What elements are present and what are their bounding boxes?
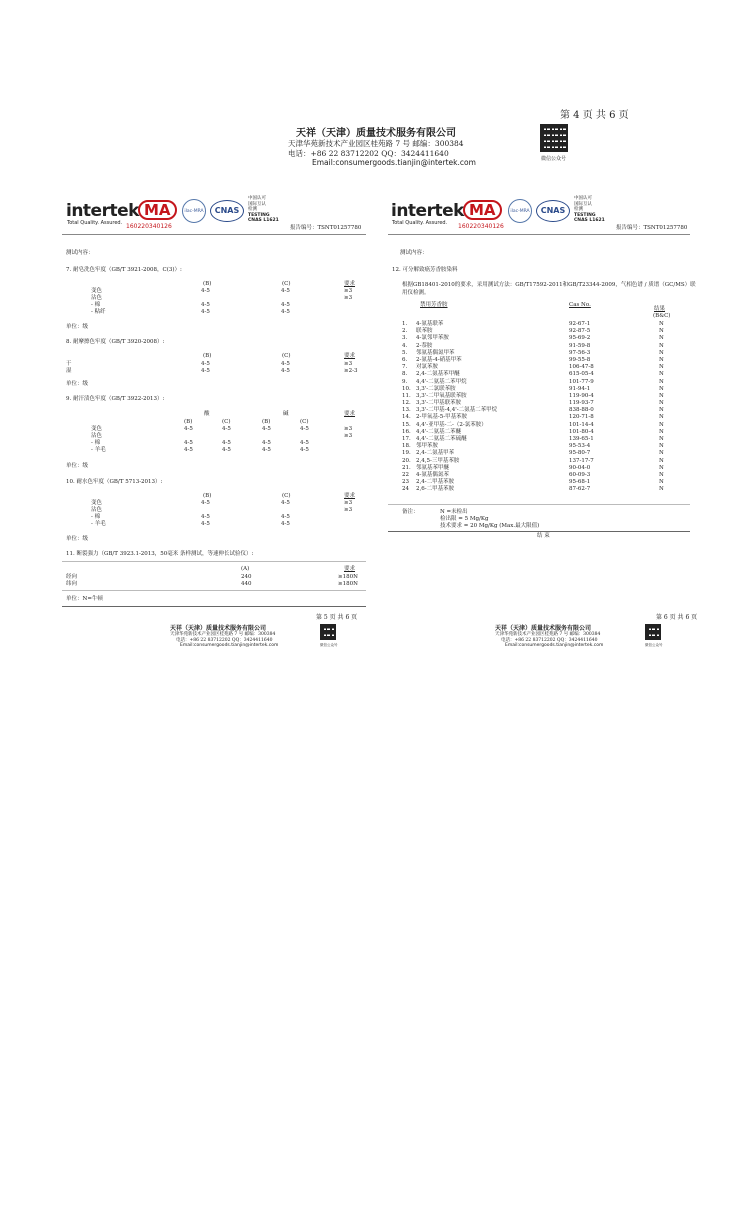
amine-cas: 120-71-8 <box>569 414 594 421</box>
qr-caption: 微信公众号 <box>541 156 567 162</box>
wechat-qr-code <box>320 624 336 640</box>
table-row: - 羊毛 4-5 4-5 4-5 4-5 <box>91 447 309 453</box>
col-result-sub: (B&C) <box>653 313 671 319</box>
table-row <box>402 379 682 386</box>
section-9-table <box>91 426 361 454</box>
amine-no: 11. <box>402 392 411 399</box>
company-address: 天津华苑新技术产业园区桂苑路 7 号 邮编：300384 <box>170 632 276 637</box>
amine-name: 2,4-二氨基甲苯 <box>416 450 455 457</box>
amine-cas: 95-53-4 <box>569 443 591 450</box>
company-email: Email:consumergoods.tianjin@intertek.com <box>505 643 604 648</box>
amine-cas: 119-93-7 <box>569 400 594 407</box>
amine-cas: 97-56-3 <box>569 349 591 356</box>
amine-cas: 137-17-7 <box>569 457 594 464</box>
section-11-unit: 单位：N=牛顿 <box>66 596 103 602</box>
amine-r: N <box>659 428 664 435</box>
amine-name: 邻氨基偶氮甲苯 <box>416 349 455 356</box>
table-row <box>402 465 682 472</box>
amine-name: 4,4'-二氨基二苯甲烷 <box>416 378 467 385</box>
req-header: 要求 <box>344 411 356 417</box>
amine-no: 17. <box>402 436 411 442</box>
col-b-header: (B) <box>203 493 212 499</box>
table-row <box>402 393 682 400</box>
company-email: Email:consumergoods.tianjin@intertek.com <box>180 643 279 648</box>
qr-caption: 微信公众号 <box>645 643 663 647</box>
col-cas-header: Cas No. <box>569 302 591 308</box>
report-number: 报告编号：TSNT01257780 <box>290 225 362 231</box>
table-row: 变色 4-5 4-5 4-5 4-5 ≥3 <box>91 426 353 432</box>
col-b-header: (B) <box>203 281 212 287</box>
test-content-label: 测试内容： <box>400 250 428 256</box>
table-row: - 棉 4-5 4-5 <box>91 302 290 308</box>
table-row: 沾色 ≥3 <box>91 295 353 301</box>
ma-logo: MA <box>463 200 502 220</box>
wechat-qr-code <box>645 624 661 640</box>
ilac-logo: ilac-MRA <box>508 199 532 223</box>
amine-cas: 91-94-1 <box>569 385 591 392</box>
section-12-intro-2: 用仪检测。 <box>402 290 430 296</box>
qr-caption: 微信公众号 <box>320 643 338 647</box>
amine-cas: 95-69-2 <box>569 335 591 342</box>
section-10-unit: 单位：级 <box>66 536 89 542</box>
amine-r: N <box>659 321 664 327</box>
amine-name: 2,6-二甲基苯胺 <box>416 486 455 493</box>
table-row: 纬向 440 ≥180N <box>66 581 358 587</box>
amine-r: N <box>659 443 664 450</box>
amine-r: N <box>659 436 664 442</box>
alkali-header: 碱 <box>283 411 289 417</box>
amine-no: 22 <box>402 471 409 478</box>
amine-no: 6. <box>402 356 408 363</box>
table-row <box>402 422 682 429</box>
amine-no: 1. <box>402 321 408 327</box>
col-c-header: (C) <box>282 493 291 499</box>
col-c-header: (C) <box>282 353 291 359</box>
cnas-logo: CNAS <box>536 200 570 222</box>
amine-r: N <box>659 486 664 493</box>
company-name: 天祥（天津）质量技术服务有限公司 <box>296 128 456 139</box>
amine-name: 邻氨基苯甲醚 <box>416 464 450 471</box>
table-row: 干 4-5 4-5 ≥3 <box>66 361 353 367</box>
intertek-logo: intertek <box>66 201 139 221</box>
amine-r: N <box>659 414 664 421</box>
amine-name: 4,4'-亚甲基-二-（2-氯苯胺） <box>416 421 487 428</box>
amine-r: N <box>659 421 664 428</box>
table-row <box>402 429 682 436</box>
amine-no: 8. <box>402 371 408 378</box>
section-7-table <box>91 288 361 316</box>
amine-name: 4-氨基联苯 <box>416 321 444 327</box>
amine-no: 7. <box>402 364 408 371</box>
amine-cas: 87-62-7 <box>569 486 591 493</box>
intertek-tagline: Total Quality. Assured. <box>67 220 123 226</box>
table-row <box>402 450 682 457</box>
amine-name: 2,4,5-三甲基苯胺 <box>416 457 460 464</box>
company-phone: 电话：+86 22 83712202 QQ：3424411640 <box>176 638 273 643</box>
table-row <box>402 371 682 378</box>
test-content-label: 测试内容： <box>66 250 94 256</box>
req-header: 要求 <box>344 566 356 572</box>
amine-table <box>402 321 682 494</box>
table-row <box>402 335 682 342</box>
amine-name: 对氯苯胺 <box>416 364 439 371</box>
amine-r: N <box>659 356 664 363</box>
table-row: - 羊毛 4-5 4-5 <box>91 521 290 527</box>
amine-no: 13. <box>402 407 411 414</box>
ilac-logo: ilac-MRA <box>182 199 206 223</box>
amine-no: 16. <box>402 428 411 435</box>
company-address: 天津华苑新技术产业园区桂苑路 7 号 邮编：300384 <box>495 632 601 637</box>
cnas-text: 中国认可 国际互认 检测 TESTING CNAS L1621 <box>248 196 279 223</box>
amine-r: N <box>659 407 664 414</box>
amine-name: 3,3'-二甲基-4,4'-二氨基二苯甲烷 <box>416 407 498 414</box>
company-address: 天津华苑新技术产业园区桂苑路 7 号 邮编：300384 <box>288 139 464 148</box>
section-7-unit: 单位：级 <box>66 324 89 330</box>
amine-name: 4,4'-二氨基二苯硫醚 <box>416 436 467 442</box>
amine-name: 4-氯邻甲苯胺 <box>416 335 449 342</box>
note-label: 备注： <box>402 509 419 515</box>
amine-cas: 615-05-4 <box>569 371 594 378</box>
alkali-b-header: (B) <box>262 419 271 425</box>
page-number: 第 5 页 共 6 页 <box>316 614 358 621</box>
req-header: 要求 <box>344 281 356 287</box>
acid-c-header: (C) <box>222 419 231 425</box>
acid-b-header: (B) <box>184 419 193 425</box>
amine-name: 邻甲苯胺 <box>416 443 439 450</box>
ma-logo: MA <box>138 200 177 220</box>
amine-name: 4,4'-二氨基二苯醚 <box>416 428 462 435</box>
company-name: 天祥（天津）质量技术服务有限公司 <box>495 625 592 632</box>
req-header: 要求 <box>344 493 356 499</box>
col-result-header: 结果 <box>654 306 666 312</box>
amine-name: 2-氨基-4-硝基甲苯 <box>416 356 462 363</box>
amine-cas: 60-09-3 <box>569 471 591 478</box>
cnas-logo: CNAS <box>210 200 244 222</box>
table-row: 湿 4-5 4-5 ≥2-3 <box>66 368 358 374</box>
amine-cas: 119-90-4 <box>569 392 594 399</box>
table-row <box>402 357 682 364</box>
amine-cas: 90-04-0 <box>569 464 591 471</box>
table-row: - 棉 4-5 4-5 <box>91 514 290 520</box>
note-3: 技术要求 = 20 Mg/Kg (Max.最大限值) <box>440 523 540 529</box>
col-b-header: (B) <box>203 353 212 359</box>
amine-r: N <box>659 385 664 392</box>
amine-cas: 101-80-4 <box>569 428 594 435</box>
amine-no: 19. <box>402 450 411 457</box>
table-row: 沾色 ≥3 <box>91 507 353 513</box>
amine-r: N <box>659 392 664 399</box>
page-number: 第 4 页 共 6 页 <box>560 110 629 121</box>
amine-no: 15. <box>402 421 411 428</box>
amine-r: N <box>659 342 664 349</box>
section-12-intro-1: 根据GB18401-2010的要求，采用测试方法：GB/T17592-2011和GB/T23344-2009，气相色谱 / 质谱（GC/MS）联 <box>402 282 696 288</box>
amine-no: 4. <box>402 342 408 349</box>
section-10-title: 10. 耐水色牢度（GB/T 5713-2013）: <box>66 479 163 485</box>
section-11-title: 11. 断裂强力（GB/T 3923.1-2013，50毫米 条样测试，等速伸长试验仪）: <box>66 551 254 557</box>
amine-no: 14. <box>402 414 411 421</box>
amine-name: 2,4-二氨基苯甲醚 <box>416 371 460 378</box>
company-email: Email:consumergoods.tianjin@intertek.com <box>312 158 476 167</box>
amine-no: 12. <box>402 400 411 407</box>
section-12-title: 12. 可分解致癌芳香胺染料 <box>392 267 458 273</box>
page-number: 第 6 页 共 6 页 <box>656 614 698 621</box>
section-7-title: 7. 耐皂洗色牢度（GB/T 3921-2008，C(3)）: <box>66 267 182 273</box>
amine-no: 23 <box>402 479 409 486</box>
amine-r: N <box>659 471 664 478</box>
cnas-text: 中国认可 国际互认 检测 TESTING CNAS L1621 <box>574 196 605 223</box>
table-row <box>402 486 682 493</box>
section-8-title: 8. 耐摩擦色牢度（GB/T 3920-2008）: <box>66 339 165 345</box>
amine-r: N <box>659 457 664 464</box>
table-row <box>402 343 682 350</box>
amine-name: 2-甲氧基-5-甲基苯胺 <box>416 414 468 421</box>
table-row: 沾色 ≥3 <box>91 433 353 439</box>
amine-r: N <box>659 328 664 335</box>
company-phone: 电话：+86 22 83712202 QQ：3424411640 <box>501 638 598 643</box>
amine-no: 3. <box>402 335 408 342</box>
alkali-c-header: (C) <box>300 419 309 425</box>
amine-r: N <box>659 400 664 407</box>
amine-cas: 91-59-8 <box>569 342 591 349</box>
section-8-unit: 单位：级 <box>66 381 89 387</box>
note-2: 检出限 = 5 Mg/Kg <box>440 516 489 522</box>
amine-cas: 101-77-9 <box>569 378 594 385</box>
company-phone: 电话：+86 22 83712202 QQ：3424411640 <box>288 149 449 158</box>
table-row <box>402 458 682 465</box>
amine-r: N <box>659 464 664 471</box>
table-row <box>402 436 682 443</box>
section-11-table <box>66 574 366 588</box>
amine-no: 2. <box>402 328 408 335</box>
amine-no: 24 <box>402 486 409 493</box>
table-row: - 粘纤 4-5 4-5 <box>91 309 290 315</box>
amine-name: 3,3'-二氯联苯胺 <box>416 385 456 392</box>
ma-number: 160220340126 <box>126 223 172 230</box>
amine-name: 2-萘胺 <box>416 342 433 349</box>
req-header: 要求 <box>344 353 356 359</box>
amine-cas: 95-80-7 <box>569 450 591 457</box>
section-10-table <box>91 500 361 528</box>
table-row <box>402 321 682 328</box>
note-1: N =未检出 <box>440 509 468 515</box>
amine-no: 10. <box>402 385 411 392</box>
amine-no: 9. <box>402 378 408 385</box>
amine-r: N <box>659 378 664 385</box>
amine-r: N <box>659 335 664 342</box>
table-row <box>402 386 682 393</box>
amine-name: 3,3'-二甲氧基联苯胺 <box>416 392 467 399</box>
intertek-logo: intertek <box>391 201 464 221</box>
amine-cas: 92-87-5 <box>569 328 591 335</box>
acid-header: 酸 <box>204 411 210 417</box>
amine-cas: 92-67-1 <box>569 321 591 327</box>
col-c-header: (C) <box>282 281 291 287</box>
company-name: 天祥（天津）质量技术服务有限公司 <box>170 625 267 632</box>
table-row <box>402 414 682 421</box>
amine-cas: 99-55-8 <box>569 356 591 363</box>
col-a-header: (A) <box>241 566 250 572</box>
amine-r: N <box>659 450 664 457</box>
table-row <box>402 350 682 357</box>
report-number: 报告编号：TSNT01257780 <box>616 225 688 231</box>
amine-no: 20. <box>402 457 411 464</box>
amine-no: 5. <box>402 349 408 356</box>
wechat-qr-code <box>540 124 568 152</box>
amine-cas: 95-68-1 <box>569 479 591 486</box>
amine-cas: 139-65-1 <box>569 436 594 442</box>
table-row: 变色 4-5 4-5 ≥3 <box>91 500 353 506</box>
amine-r: N <box>659 364 664 371</box>
section-8-table <box>66 361 366 375</box>
amine-r: N <box>659 479 664 486</box>
amine-cas: 106-47-8 <box>569 364 594 371</box>
intertek-tagline: Total Quality. Assured. <box>392 220 448 226</box>
table-row: - 棉 4-5 4-5 4-5 4-5 <box>91 440 309 446</box>
end-marker: 结 束 <box>537 533 550 539</box>
table-row: 变色 4-5 4-5 ≥3 <box>91 288 353 294</box>
amine-name: 4-氨基偶氮苯 <box>416 471 449 478</box>
amine-r: N <box>659 371 664 378</box>
amine-name: 2,4-二甲基苯胺 <box>416 479 455 486</box>
col-name-header: 禁用芳香胺 <box>420 302 448 308</box>
section-9-title: 9. 耐汗渍色牢度（GB/T 3922-2013）: <box>66 396 165 402</box>
amine-no: 21. <box>402 464 411 471</box>
table-row: 经向 240 ≥180N <box>66 574 358 580</box>
amine-no: 18. <box>402 443 411 450</box>
section-9-unit: 单位：级 <box>66 463 89 469</box>
amine-cas: 838-88-0 <box>569 407 594 414</box>
amine-name: 联苯胺 <box>416 328 433 335</box>
amine-name: 3,3'-二甲基联苯胺 <box>416 400 462 407</box>
ma-number: 160220340126 <box>458 223 504 230</box>
amine-r: N <box>659 349 664 356</box>
amine-cas: 101-14-4 <box>569 421 594 428</box>
